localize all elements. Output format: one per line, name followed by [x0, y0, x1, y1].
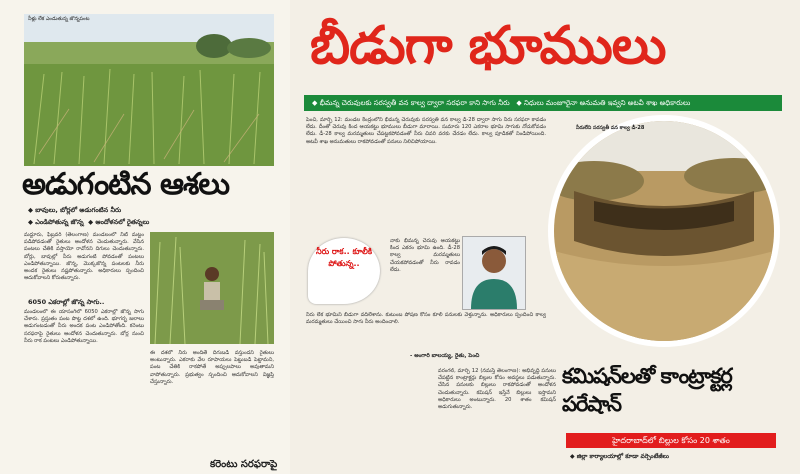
- right-bottom-bullet: ◆ జిల్లా కార్యాలయాల్లో కూడా వర్సెంటేజీలు: [570, 453, 669, 460]
- person-text-2: నీరు లేక భూమిని బీడుగా వదిలేశాను. కుటుంబ పోషణ కోసం కూలీ పనులకు వెళ్తున్నాను. అధికారులు స్పందించి కాల్వ మరమ్మతులు చేయించి సాగు నీరు అందించాలి.: [306, 312, 546, 326]
- left-bullets: [28, 206, 284, 228]
- left-headline: అడుగంటిన ఆశలు: [22, 167, 230, 202]
- left-bullet-1: ◆ బావులు, బోర్లలో అడుగంటిన నీరు: [28, 206, 122, 214]
- left-article: [0, 0, 290, 474]
- left-body-text-3: ఈ దశలో నీరు అందితే దిగుబడి వస్తుందని రైతులు అంటున్నారు. ఎకరాకు వేల రూపాయలు పెట్టుబడి పెట్టామని, పంట చేతికి రాకపోతే అప్పులపాలు అవుతామని వాపోతున్నారు. ప్రభుత్వం స్పందించి ఆదుకోవాలని విజ్ఞప్తి చేస్తున్నారు.: [150, 350, 274, 385]
- headline2-block: [562, 362, 782, 418]
- farmer-photo: [150, 232, 274, 344]
- right-body-text-2: వరంగల్, మార్చి 12 (నమస్తే తెలంగాణ): అభివృద్ధి పనులు చేపట్టిన కాంట్రాక్టర్లు బిల్లుల కోసం అవస్థలు పడుతున్నారు. చేసిన పనులకు బిల్లులు రాకపోవడంతో ఆందోళన చెందుతున్నారు. కమిషన్ ఇస్తేనే బిల్లులు ఇస్తామని అధికారులు అంటున్నారు. 20 శాతం కమిషన్ అడుగుతున్నారు.: [438, 368, 556, 411]
- left-photo-caption: నీళ్లు లేక ఎండుతున్న జొన్నపంట: [28, 16, 90, 22]
- left-subhead: 6050 ఎకరాల్లో జొన్న సాగు..: [28, 298, 105, 306]
- quote-bubble: [308, 238, 380, 304]
- canal-photo: [554, 121, 774, 341]
- left-bottom-head: కరెంటు సరఫరాపై: [210, 459, 278, 470]
- left-body-text-2: మండలంలో ఈ యాసంగిలో 6050 ఎకరాల్లో జొన్న సాగు చేశారు. ప్రస్తుతం పంట పొట్ట దశలో ఉంది. భూగర్భ జలాలు అడుగంటడంతో నీరు అందక పంట ఎండిపోతోంది. కరెంటు సరఫరాపై రైతులు ఆందోళన చెందుతున్నారు. బోర్ల నుంచి నీరు రాక పంటలు ఎండిపోతున్నాయి.: [24, 309, 144, 344]
- field-photo-illustration: [24, 14, 274, 166]
- green-bar-point-2: నిధులు మంజూరైనా అనుమతి ఇవ్వని అటవీ శాఖ అధికారులు: [523, 99, 691, 107]
- person-photo: [462, 236, 526, 310]
- person-name: - అంగారి బాలయ్య, రైతు, పెంచి: [410, 353, 480, 359]
- right-article: [290, 0, 800, 474]
- quote-text: నీరు రాక.. కూలీకి పోతున్న..: [315, 247, 373, 268]
- canal-photo-illustration: [554, 121, 774, 341]
- person-text: నాకు భీమన్న చెరువు ఆయకట్టు కింద ఎకరం భూమి ఉంది. డీ-28 కాల్వ మరమ్మతులు చేయకపోవడంతో నీరు రావడం లేదు.: [390, 238, 460, 273]
- farmer-photo-illustration: [150, 232, 274, 344]
- right-headline-2: కమిషన్‌లతో కాంట్రాక్టర్ల పరేషాన్: [562, 364, 732, 416]
- left-body-text: మద్దూరు, ఫిబ్రవరి (తెలంగాణ) మండలంలో నీటి మట్టం పడిపోవడంతో రైతులు ఆందోళన చెందుతున్నారు. వేసిన పంటలు చేతికి వస్తాయో రావోనని దిగులు చెందుతున్నారు. బోర్లు, బావుల్లో నీరు అడుగంటి పోవడంతో పంటలు ఎండిపోతున్నాయి. జొన్న, మొక్కజొన్న పంటలకు నీరు అందక రైతులు నష్టపోతున్నారు. అధికారులు స్పందించి ఆదుకోవాలని కోరుతున్నారు.: [24, 232, 144, 282]
- green-bar-point-1: భీమన్న చెరువులకు సరస్వతీ వన కాల్వ ద్వారా సరఫరా కాని సాగు నీరు: [319, 99, 510, 107]
- right-green-bar: ◆ భీమన్న చెరువులకు సరస్వతీ వన కాల్వ ద్వారా సరఫరా కాని సాగు నీరు ◆ నిధులు మంజూరైనా అనుమతి ఇవ్వని అటవీ శాఖ అధికారులు: [304, 95, 782, 111]
- field-photo: [24, 14, 274, 166]
- right-headline: బీడుగా భూములు: [310, 16, 666, 76]
- person-photo-illustration: [463, 237, 525, 309]
- right-body-text: పెంచి, మార్చి 12: మండల కేంద్రంలోని భీమన్న చెరువుకు సరస్వతి వన కాల్వ డీ-28 ద్వారా సాగు నీరు సరఫరా కావడం లేదు. దీంతో చెరువు కింద ఆయకట్టు భూములు బీడుగా మారాయి. సుమారు 120 ఎకరాల భూమి సాగుకు నోచుకోవడం లేదు. డీ-28 కాల్వ మరమ్మతులు చేపట్టకపోవడంతో నీరు చివరి వరకు చేరడం లేదు. కాల్వ పూడికతో నిండిపోయింది. అటవీ శాఖ అనుమతులు రాకపోవడంతో పనులు నిలిచిపోయాయి.: [306, 117, 546, 145]
- left-bullet-2: ◆ ఎండిపోతున్న జొన్న ◆ ఆందోళనలో రైతన్నలు: [28, 218, 150, 226]
- canal-photo-frame: [548, 115, 780, 347]
- canal-photo-caption: నీరులేని సరస్వతీ వన కాల్వ డీ-28: [576, 125, 645, 131]
- right-red-bar: హైదరాబాద్‌లో బిల్లుల కోసం 20 శాతం: [566, 433, 776, 448]
